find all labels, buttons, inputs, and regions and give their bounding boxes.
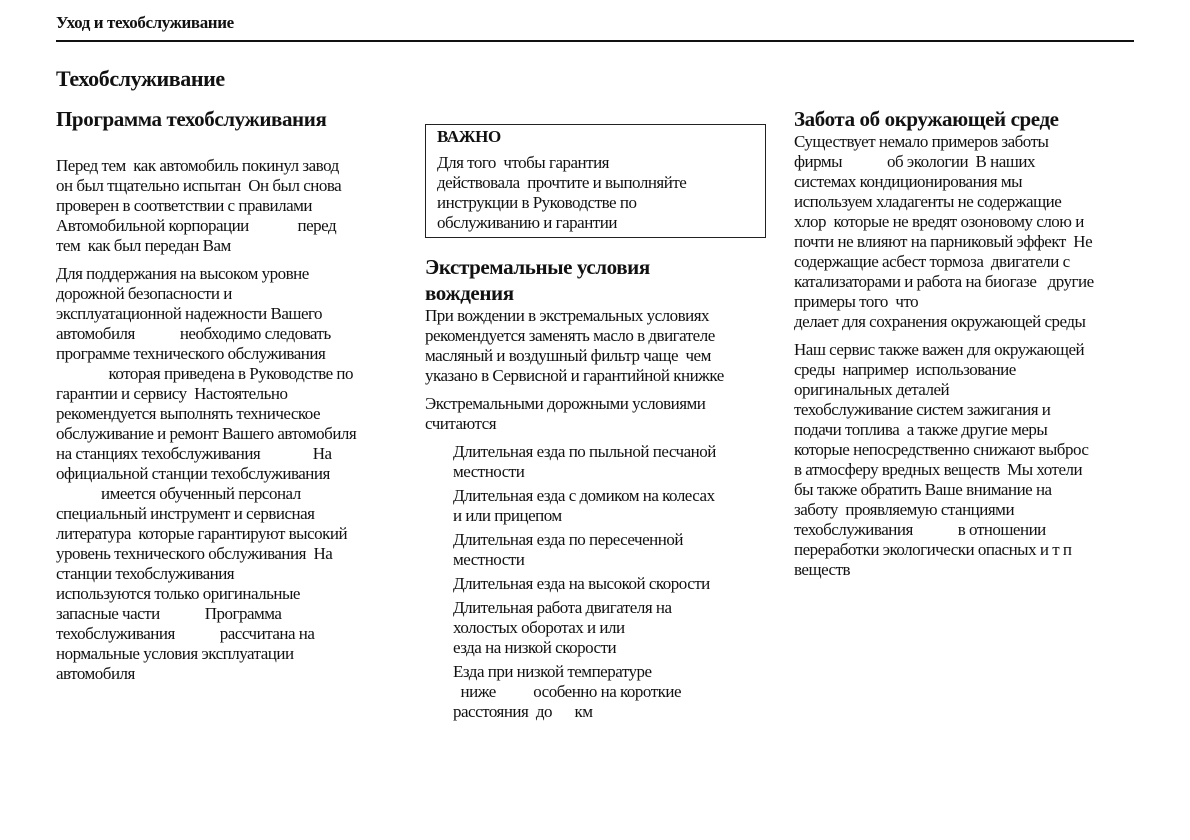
text-line: делает для сохранения окружающей среды (794, 312, 1086, 331)
text-line: техобслуживание систем зажигания и (794, 400, 1051, 419)
text-line: тем как был передан Вам (56, 236, 231, 255)
list-item (453, 530, 770, 570)
text-line: обслуживание и ремонт Вашего автомобиля (56, 424, 357, 443)
text-line: официальной станции техобслуживания (56, 464, 330, 483)
text-line: считаются (425, 414, 497, 433)
text-line: используем хладагенты не содержащие (794, 192, 1062, 211)
text-line: подачи топлива а также другие меры (794, 420, 1048, 439)
text-line: действовала прочтите и выполняйте (437, 173, 687, 192)
text-line: Длительная езда по пыльной песчаной (453, 442, 716, 461)
text-line: имеется обученный персонал (56, 484, 301, 503)
text-line: фирмы об экологии В наших (794, 152, 1035, 171)
text-line: техобслуживания рассчитана на (56, 624, 315, 643)
text-line: среды например использование (794, 360, 1016, 379)
text-line: ниже особенно на короткие (453, 682, 682, 701)
text-line: станции техобслуживания (56, 564, 235, 583)
text-line: примеры того что (794, 292, 919, 311)
text-line: бы также обратить Ваше внимание на (794, 480, 1052, 499)
text-line: масляный и воздушный фильтр чаще чем (425, 346, 711, 365)
text-line: Длительная езда с домиком на колесах (453, 486, 715, 505)
text-line: катализаторами и работа на биогазе другие (794, 272, 1094, 291)
paragraph-extreme-intro (425, 394, 770, 434)
text-line: проверен в соответствии с правилами (56, 196, 312, 215)
text-line: автомобиля необходимо следовать (56, 324, 331, 343)
text-line: При вождении в экстремальных условиях (425, 306, 710, 325)
text-line: техобслуживания в отношении (794, 520, 1046, 539)
text-line: Наш сервис также важен для окружающей (794, 340, 1085, 359)
text-line: переработки экологически опасных и т п (794, 540, 1072, 559)
text-line: Экстремальными дорожными условиями (425, 394, 706, 413)
text-line: Для того чтобы гарантия (437, 153, 609, 172)
text-line: нормальные условия эксплуатации (56, 644, 294, 663)
paragraph-factory-testing (56, 156, 398, 256)
text-line: веществ (794, 560, 851, 579)
text-line: которые непосредственно снижают выброс (794, 440, 1089, 459)
column-environment (794, 106, 1139, 580)
text-line: Существует немало примеров заботы (794, 132, 1049, 151)
text-line: Длительная работа двигателя на (453, 598, 672, 617)
header-divider (56, 40, 1134, 42)
notice-title: ВАЖНО (437, 127, 501, 146)
text-line: Экстремальные условия (425, 255, 650, 279)
text-line: рекомендуется выполнять техническое (56, 404, 321, 423)
list-item (453, 574, 770, 594)
paragraph-service-environment (794, 340, 1139, 580)
text-line: хлор которые не вредят озоновому слою и (794, 212, 1084, 231)
text-line: рекомендуется заменять масло в двигателе (425, 326, 715, 345)
heading-extreme-conditions (425, 254, 770, 306)
text-line: Перед тем как автомобиль покинул завод (56, 156, 339, 175)
page-title: Техобслуживание (56, 66, 225, 91)
text-line: инструкции в Руководстве по (437, 193, 637, 212)
section-header-title: Уход и техобслуживание (56, 13, 234, 32)
text-line: Езда при низкой температуре (453, 662, 652, 681)
text-line: содержащие асбест тормоза двигатели с (794, 252, 1070, 271)
text-line: которая приведена в Руководстве по (56, 364, 354, 383)
text-line: эксплуатационной надежности Вашего (56, 304, 323, 323)
text-line: программе технического обслуживания (56, 344, 326, 363)
text-line: указано в Сервисной и гарантийной книжке (425, 366, 724, 385)
important-notice-box (425, 124, 766, 238)
text-line: автомобиля (56, 664, 135, 683)
paragraph-maintenance-schedule (56, 264, 398, 684)
text-line: оригинальных деталей (794, 380, 950, 399)
list-item (453, 486, 770, 526)
heading-maintenance-program: Программа техобслуживания (56, 107, 327, 131)
text-line: езда на низкой скорости (453, 638, 617, 657)
text-line: обслуживанию и гарантии (437, 213, 617, 232)
text-line: Для поддержания на высоком уровне (56, 264, 309, 283)
text-line: на станциях техобслуживания На (56, 444, 332, 463)
list-item (453, 442, 770, 482)
text-line: он был тщательно испытан Он был снова (56, 176, 342, 195)
text-line: вождения (425, 281, 514, 305)
text-line: уровень технического обслуживания На (56, 544, 333, 563)
paragraph-oil-change (425, 306, 770, 386)
extreme-conditions-list (425, 442, 770, 722)
text-line: заботу проявляемую станциями (794, 500, 1015, 519)
text-line: используются только оригинальные (56, 584, 300, 603)
list-item (453, 598, 770, 658)
text-line: местности (453, 550, 525, 569)
heading-environment: Забота об окружающей среде (794, 107, 1059, 131)
text-line: холостых оборотах и или (453, 618, 625, 637)
text-line: Длительная езда по пересеченной (453, 530, 683, 549)
text-line: почти не влияют на парниковый эффект Не (794, 232, 1093, 251)
column-extreme-conditions (425, 106, 770, 726)
list-item (453, 662, 770, 722)
text-line: Длительная езда на высокой скорости (453, 574, 710, 593)
text-line: гарантии и сервису Настоятельно (56, 384, 288, 403)
paragraph-ecology-examples (794, 132, 1139, 332)
text-line: запасные части Программа (56, 604, 282, 623)
text-line: Автомобильной корпорации перед (56, 216, 337, 235)
text-line: расстояния до км (453, 702, 593, 721)
text-line: в атмосферу вредных веществ Мы хотели (794, 460, 1083, 479)
text-line: системах кондиционирования мы (794, 172, 1023, 191)
text-line: литература которые гарантируют высокий (56, 524, 348, 543)
text-line: специальный инструмент и сервисная (56, 504, 315, 523)
column-maintenance-program (56, 106, 398, 684)
text-line: дорожной безопасности и (56, 284, 232, 303)
notice-text (437, 153, 755, 233)
text-line: и или прицепом (453, 506, 562, 525)
text-line: местности (453, 462, 525, 481)
